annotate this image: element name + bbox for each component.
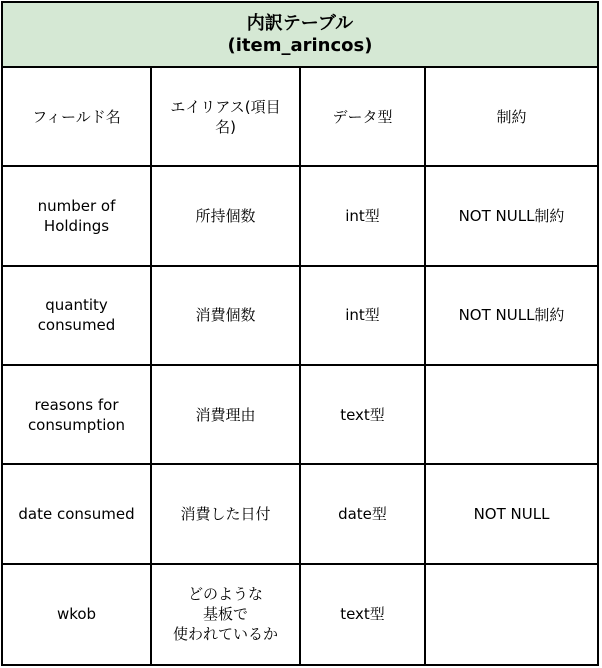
row-2-field-name: quantity consumed [3, 267, 152, 366]
row-4-constraint: NOT NULL [426, 465, 597, 564]
header-cell-alias: エイリアス(項目名) [152, 68, 301, 167]
row-4-alias: 消費した日付 [152, 465, 301, 564]
row-3-alias: 消費理由 [152, 366, 301, 465]
row-1-field-name: number of Holdings [3, 167, 152, 266]
row-4-field-name: date consumed [3, 465, 152, 564]
row-5-constraint [426, 565, 597, 664]
header-cell-data-type: データ型 [301, 68, 426, 167]
row-2-constraint: NOT NULL制約 [426, 267, 597, 366]
row-1-data-type: int型 [301, 167, 426, 266]
row-1-constraint: NOT NULL制約 [426, 167, 597, 266]
row-1-alias: 所持個数 [152, 167, 301, 266]
row-3-data-type: text型 [301, 366, 426, 465]
row-2-alias: 消費個数 [152, 267, 301, 366]
table-entity [1, 1, 599, 666]
header-cell-constraint: 制約 [426, 68, 597, 167]
row-2-data-type: int型 [301, 267, 426, 366]
table-title-bar [3, 3, 597, 68]
table-subtitle: (item_arincos) [227, 34, 373, 56]
row-5-alias: どのような 基板で 使われているか [152, 565, 301, 664]
row-4-data-type: date型 [301, 465, 426, 564]
row-3-field-name: reasons for consumption [3, 366, 152, 465]
table-title: 内訳テーブル [246, 12, 354, 34]
row-3-constraint [426, 366, 597, 465]
table-grid [3, 68, 597, 664]
row-5-field-name: wkob [3, 565, 152, 664]
row-5-data-type: text型 [301, 565, 426, 664]
header-cell-field-name: フィールド名 [3, 68, 152, 167]
